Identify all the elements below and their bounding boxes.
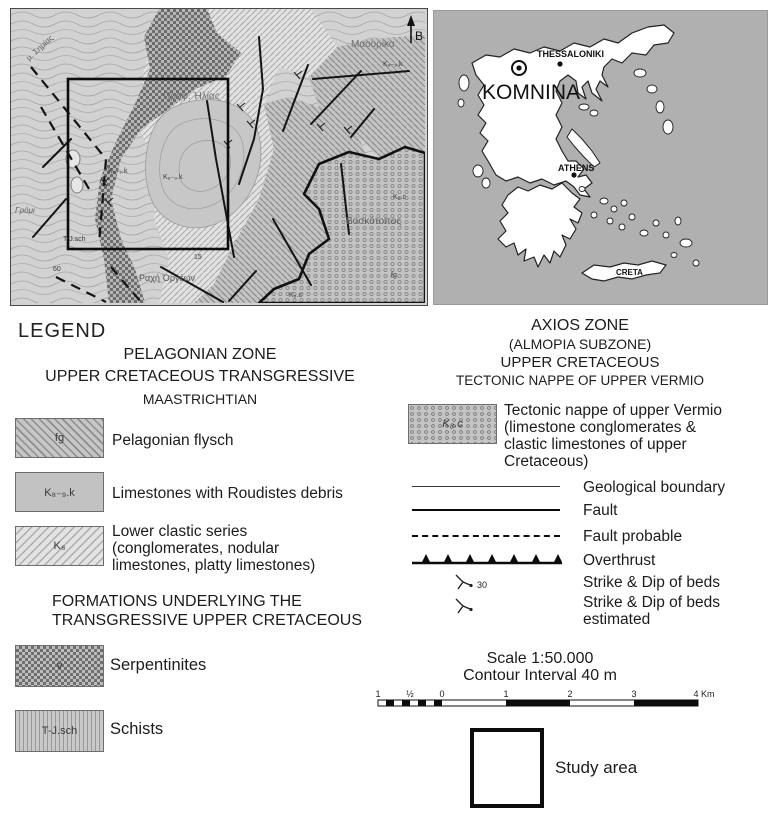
strike-dip-estimated-symbol [452,596,482,621]
lower-clastic-code: K₈ [53,540,66,552]
greece-peloponnese [498,183,582,267]
fault-symbol [412,509,560,511]
nappe-code: K₈.c [442,418,463,430]
overthrust-label: Overthrust [583,552,656,569]
athens-dot [571,172,576,177]
map-label: fg [391,272,397,279]
map-label: 60 [53,266,61,273]
serpentinites-code: v [56,660,63,672]
strike-dip-label: Strike & Dip of beds [583,574,720,591]
scale-tick: 3 [631,689,637,699]
nappe-swatch [408,404,497,444]
lower-clastic-label-1: Lower clastic series [112,523,248,540]
greece-location-map [433,10,768,305]
scale-tick: 2 [567,689,573,699]
formations-heading-1: FORMATIONS UNDERLYING THE [52,593,302,610]
tectonic-nappe-heading: TECTONIC NAPPE OF UPPER VERMIO [455,373,705,388]
geological-map [10,8,428,306]
scale-tick: 1 [503,689,509,699]
lower-clastic-swatch [15,526,104,566]
serpentinites-label: Serpentinites [110,656,207,674]
komnina-marker-dot [516,65,521,70]
thessaloniki-dot [557,61,562,66]
pelagonian-zone-heading: PELAGONIAN ZONE [123,346,277,363]
limestones-label: Limestones with Roudistes debris [112,485,343,502]
map-label: Ραχή Ὀργέων [139,273,196,283]
creta-label: CRETA [616,268,643,277]
legend-title: LEGEND [18,320,107,342]
map-feature-ring [71,177,83,193]
geological-boundary-symbol [412,486,560,487]
flysch-code: fg [54,432,65,444]
upper-cretaceous-heading: UPPER CRETACEOUS TRANSGRESSIVE [45,368,355,385]
formations-heading-2: TRANSGRESSIVE UPPER CRETACEOUS [52,612,362,629]
map-label: Προφ. Ἠλίας [163,91,220,102]
greece-map-canvas [434,11,765,302]
map-label: Γρόμι [15,206,35,215]
limestones-code: K₈₋₉.k [44,486,75,499]
strike-dip-estimated-label-1: Strike & Dip of beds [583,594,720,611]
strike-dip-symbol [452,572,492,597]
geological-boundary-label: Geological boundary [583,479,726,496]
map-label: 15 [194,254,202,261]
athens-label: ATHENS [558,163,595,173]
komnina-label: KOMNINA [482,81,581,104]
nappe-label-3: clastic limestones of upper Cretaceous) [504,436,687,470]
upper-cretaceous-right-heading: UPPER CRETACEOUS [500,354,660,371]
map-label: K₈.c [289,292,303,299]
schists-label: Schists [110,720,164,738]
schists-code: T-J.sch [41,725,78,737]
geological-map-canvas [11,9,425,303]
contour-interval-text: Contour Interval 40 m [463,667,617,684]
map-label: K₈₋₉.k [108,168,128,175]
maastrichtian-heading: MAASTRICHTIAN [142,391,258,407]
fault-label: Fault [583,502,618,519]
map-label: Μαουρίκα [351,39,395,50]
lower-clastic-label-3: limestones, platty limestones) [112,557,316,574]
nappe-label-1: Tectonic nappe of upper Vermio [504,402,722,419]
fault-probable-label: Fault probable [583,528,683,545]
fault-probable-symbol [412,535,560,537]
overthrust-symbol [412,550,562,571]
map-label: μ. Σημίας [24,33,56,63]
strike-dip-estimated-label-2: estimated [583,611,651,628]
map-label: Βοσκότοπος [346,216,402,227]
limestones-swatch [15,472,104,512]
scale-tick: 1 [375,689,381,699]
dip-value: 30 [477,580,488,590]
scale-tick: ½ [406,689,414,699]
map-label: K₈.c [393,194,407,201]
study-area-box [470,728,544,808]
almopia-subzone-heading: (ALMOPIA SUBZONE) [508,336,652,352]
flysch-label: Pelagonian flysch [112,432,234,449]
study-area-label: Study area [555,758,638,777]
north-arrow-label: B [415,29,424,43]
scale-bar [374,686,726,717]
lower-clastic-label-2: (conglomerates, nodular [112,540,280,557]
flysch-swatch [15,418,104,458]
map-label: T-J.sch [63,236,86,243]
scale-text: Scale 1:50.000 [486,650,594,667]
map-label: K₈₋₉.k [163,174,183,181]
thessaloniki-label: THESSALONIKI [537,49,605,59]
serpentinites-swatch [15,645,104,687]
map-label: K₈₋₉.k [383,61,403,68]
nappe-label-2: (limestone conglomerates & [504,419,697,436]
schists-swatch [15,710,104,752]
scale-tick: 0 [439,689,445,699]
scale-tick: 4 Km [693,689,715,699]
axios-zone-heading: AXIOS ZONE [531,317,629,334]
